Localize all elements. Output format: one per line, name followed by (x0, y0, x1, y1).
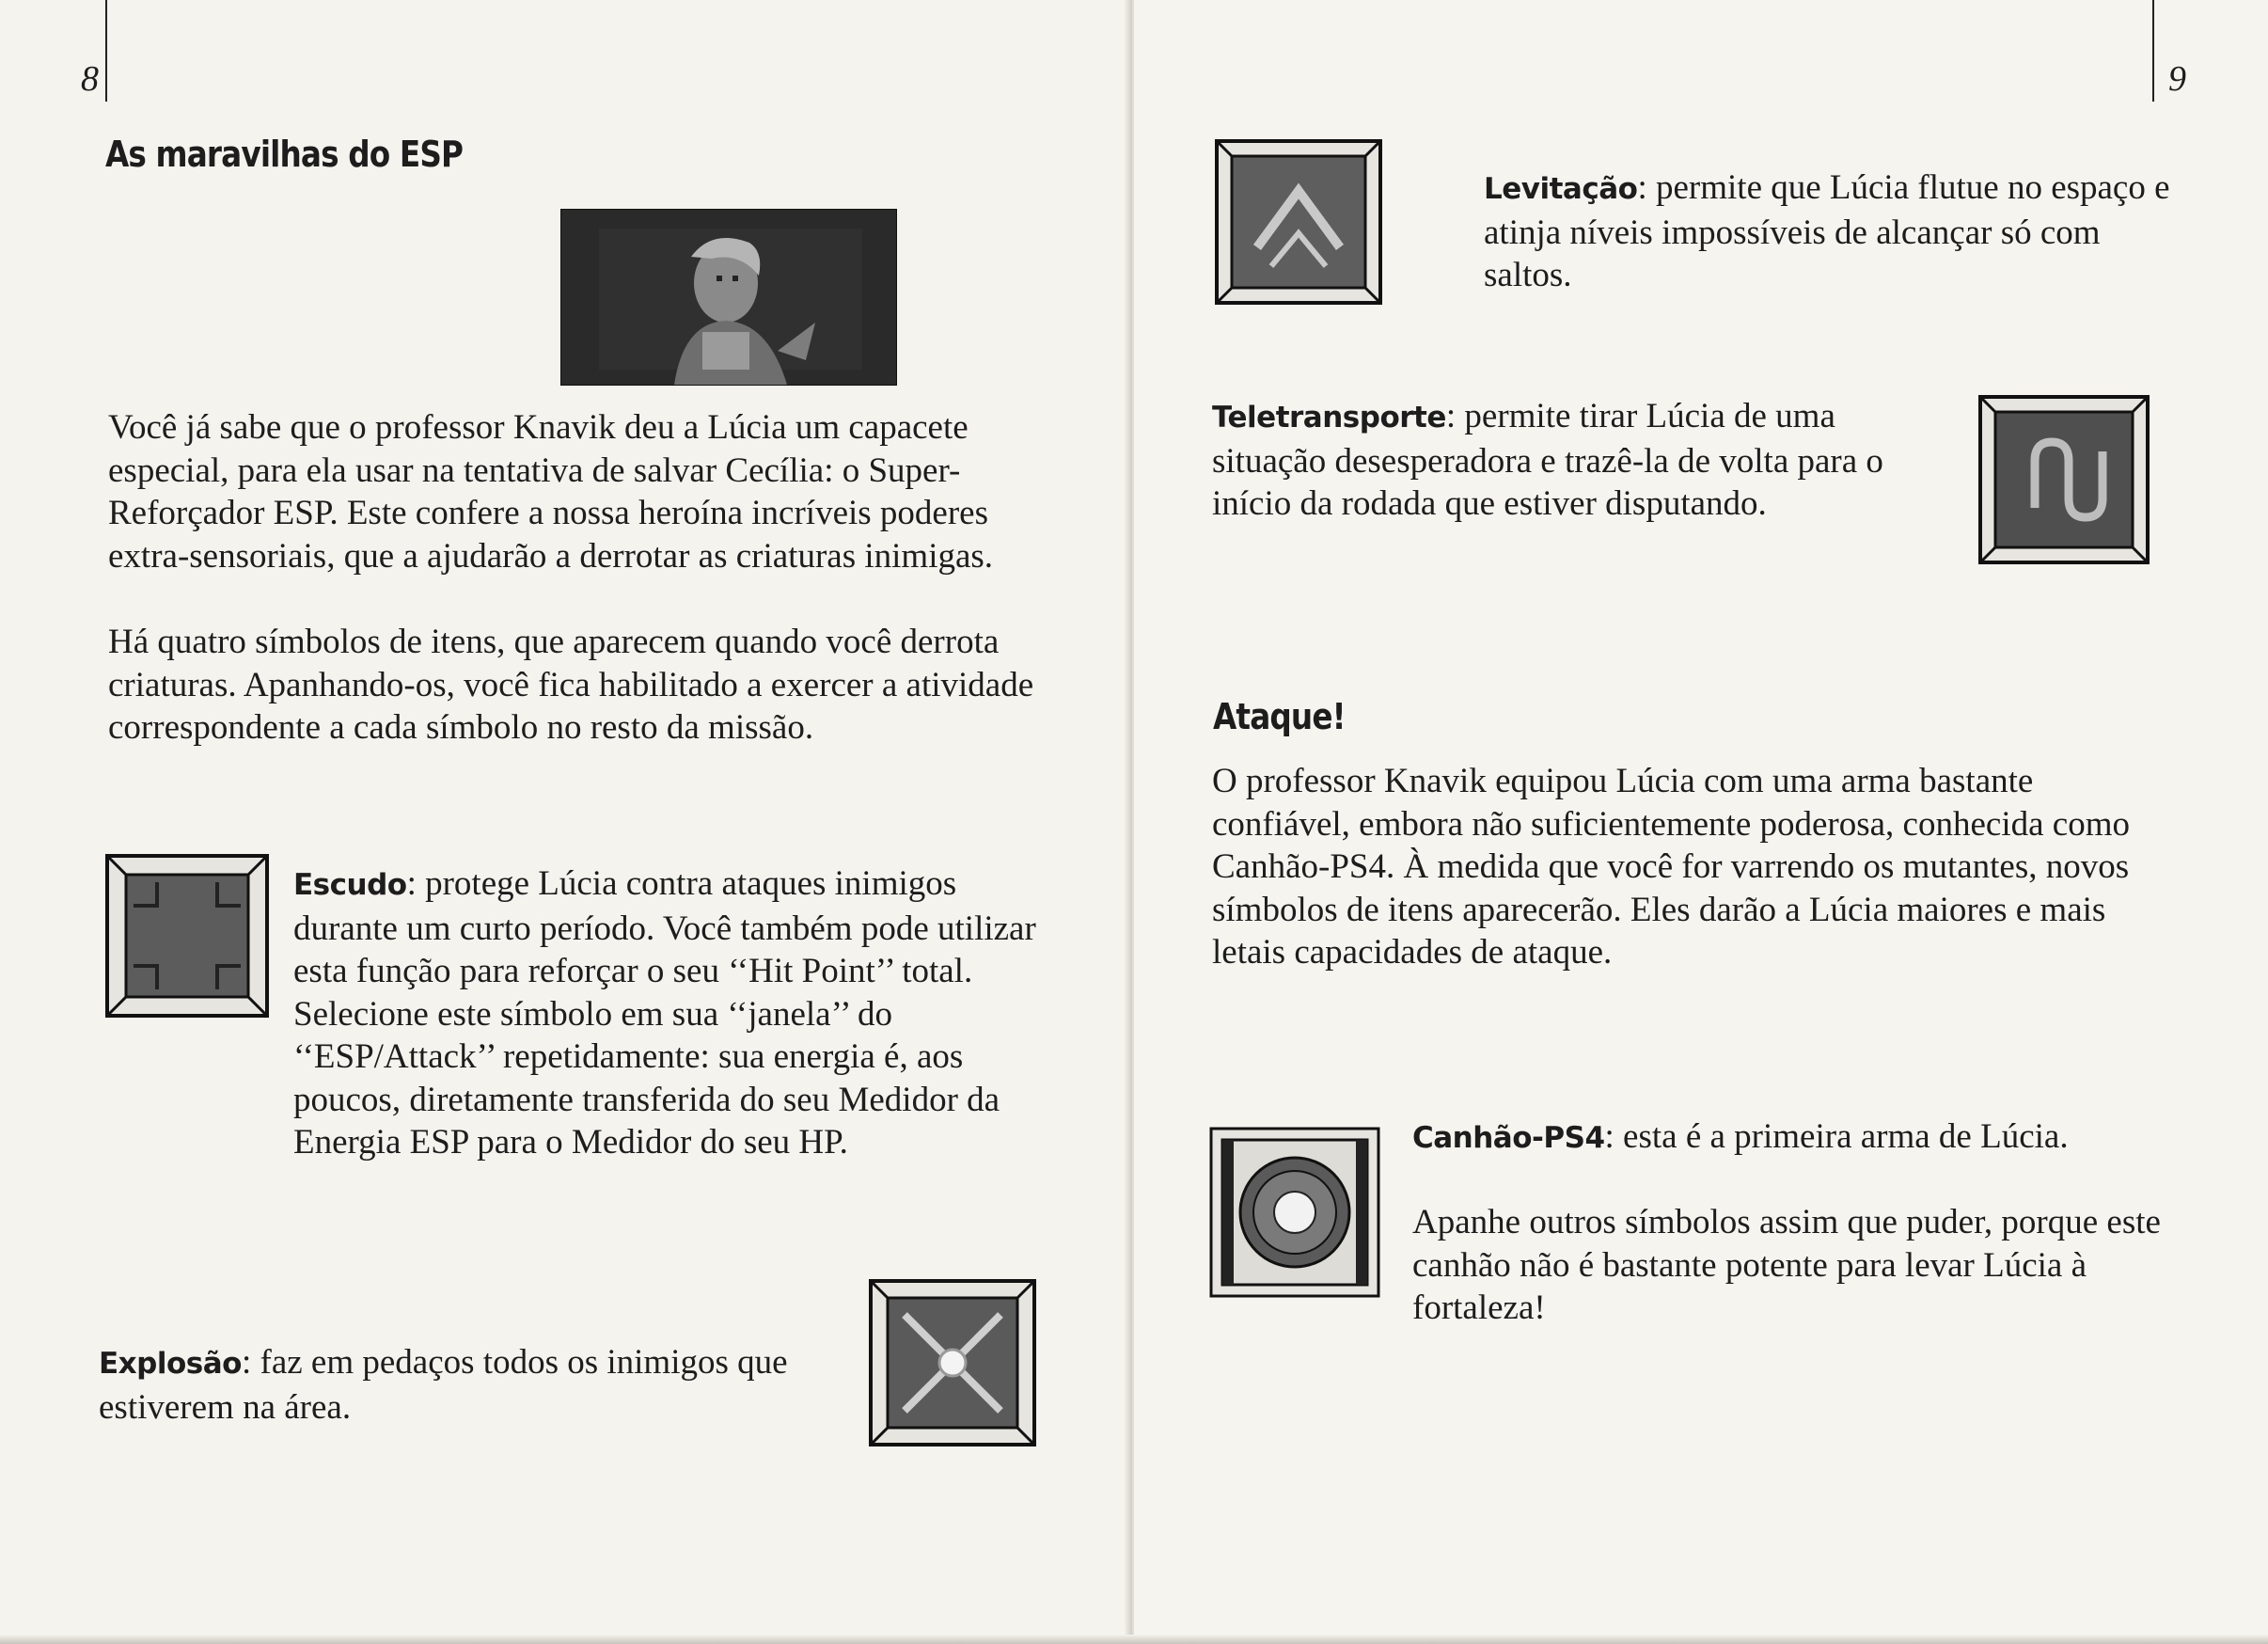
explosion-description (99, 1341, 851, 1429)
teleport-icon (1978, 395, 2150, 564)
cannon-description-2: Apanhe outros símbolos assim que puder, porque este canhão não é bastante potente para levar Lúcia à fortaleza! (1412, 1203, 2161, 1327)
shield-icon (105, 854, 269, 1018)
levitation-text: : permite que Lúcia flutue no espaço e atinja níveis impossíveis de alcançar só com saltos. (1484, 168, 2170, 294)
levitation-icon (1215, 139, 1382, 305)
teleport-text: : permite tirar Lúcia de uma situação desesperadora e trazê-la de volta para o início da rodada que estiver disputando. (1212, 397, 1883, 523)
explosion-term: Explosão (99, 1347, 242, 1381)
cannon-text-1: : esta é a primeira arma de Lúcia. (1604, 1117, 2069, 1156)
levitation-description (1484, 166, 2180, 297)
shield-description-top (293, 862, 1046, 1164)
shield-term: Escudo (293, 868, 407, 902)
shield-text: : protege Lúcia contra ataques inimigos durante um curto período. Você também pode utilizar esta função para reforçar o seu ‘‘Hit Point’’ total. Selecione este símbolo em sua ‘‘janela’’ do ‘‘ESP/Attack’’ repetidamente: sua energia é, aos poucos, diretamente transferida do seu Medidor da Energia ESP para o Medidor do seu HP. (293, 864, 1036, 1162)
teleport-term: Teletransporte (1212, 401, 1446, 435)
teleport-description (1212, 395, 1955, 526)
explosion-text: : faz em pedaços todos os inimigos que estiverem na área. (99, 1343, 788, 1427)
intro-paragraph-1: Você já sabe que o professor Knavik deu a Lúcia um capacete especial, para ela usar na tentativa de salvar Cecília: o Super-Reforçador ESP. Este confere a nossa heroína incríveis poderes extra-sensoriais, que a ajudarão a derrotar as criaturas inimigas. (108, 408, 994, 576)
right-page (1134, 0, 2268, 1644)
book-bottom-edge (0, 1635, 2268, 1644)
page-rule-right (2152, 0, 2154, 102)
cannon-description-1 (1412, 1115, 2165, 1161)
attack-paragraph: O professor Knavik equipou Lúcia com uma arma bastante confiável, embora não suficientemente poderosa, conhecida como Canhão-PS4. À medida que você for varrendo os mutantes, novos símbolos de itens aparecerão. Eles darão a Lúcia maiores e mais letais capacidades de ataque. (1212, 762, 2130, 972)
page-number-right: 9 (2168, 59, 2186, 99)
cannon-icon (1209, 1127, 1380, 1298)
explosion-icon (869, 1279, 1036, 1446)
character-portrait (560, 209, 897, 386)
cannon-term: Canhão-PS4 (1412, 1121, 1605, 1155)
attack-title: Ataque! (1213, 696, 1346, 737)
left-page (0, 0, 1128, 1644)
page-number-left: 8 (81, 59, 99, 99)
intro-paragraph-2: Há quatro símbolos de itens, que aparecem quando você derrota criaturas. Apanhando-os, você fica habilitado a exercer a atividade correspondente a cada símbolo no resto da missão. (108, 623, 1034, 747)
page-rule-left (105, 0, 107, 102)
levitation-term: Levitação (1484, 172, 1638, 206)
section-title-esp: As maravilhas do ESP (105, 134, 464, 175)
